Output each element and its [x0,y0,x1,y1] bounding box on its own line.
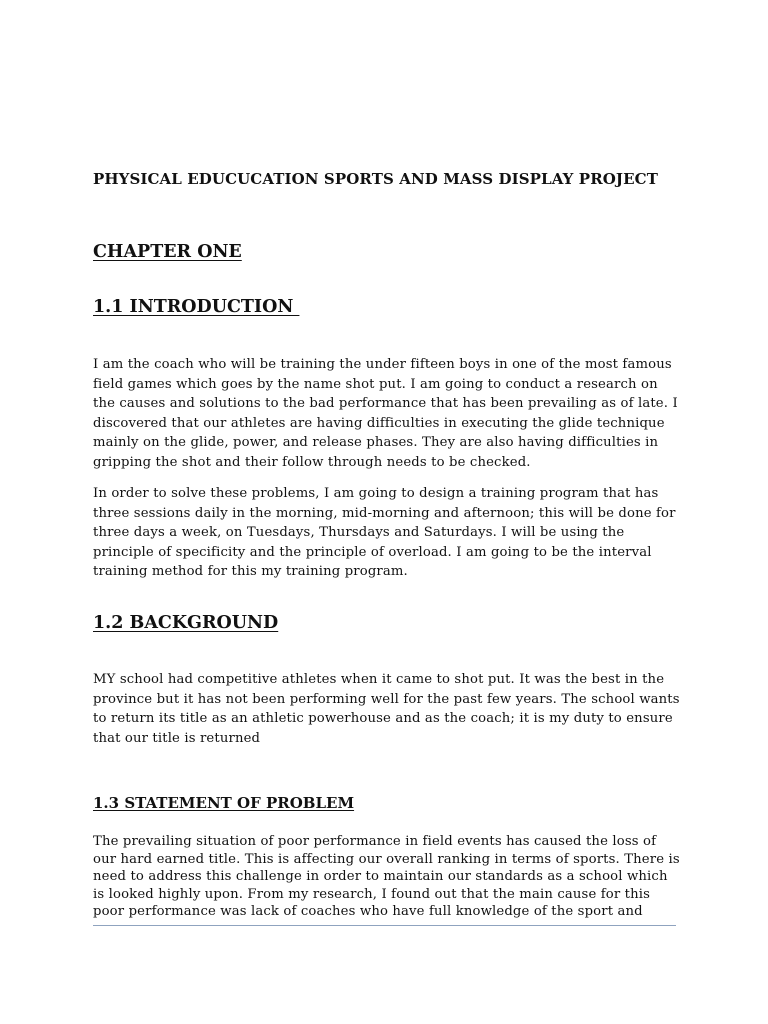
chapter-heading: CHAPTER ONE [93,242,242,262]
statement-of-problem-paragraph: The prevailing situation of poor performance in field events has caused the loss of our hard earned title. This is affecting our overall ranking in terms of sports. There is need to address this challenge in order to maintain our standards as a school which is looked highly upon. From my research, I found out that the main cause for this poor performance was lack of coaches who have full knowledge of the sport and [93,834,680,920]
section-heading-background: 1.2 BACKGROUND [93,613,279,633]
document-page [93,0,680,1024]
page-bottom-rule [93,925,676,926]
background-paragraph: MY school had competitive athletes when it came to shot put. It was the best in the province but it has not been performing well for the past few years. The school wants to return its title as an athletic powerhouse and as the coach; it is my duty to ensure that our title is returned [93,672,680,746]
section-heading-introduction: 1.1 INTRODUCTION [93,297,300,317]
document-title: PHYSICAL EDUCUCATION SPORTS AND MASS DISPLAY PROJECT [93,170,658,188]
introduction-paragraph-2: In order to solve these problems, I am going to design a training program that has three sessions daily in the morning, mid-morning and afternoon; this will be done for three days a week, on Tuesdays, Thursdays and Saturdays. I will be using the principle of specificity and the principle of overload. I am going to be the interval training method for this my training program. [93,486,676,580]
introduction-paragraph-1: I am the coach who will be training the under fifteen boys in one of the most famous field games which goes by the name shot put. I am going to conduct a research on the causes and solutions to the bad performance that has been prevailing as of late. I discovered that our athletes are having difficulties in executing the glide technique mainly on the glide, power, and release phases. They are also having difficulties in gripping the shot and their follow through needs to be checked. [93,357,678,470]
section-heading-statement-of-problem: 1.3 STATEMENT OF PROBLEM [93,794,355,812]
